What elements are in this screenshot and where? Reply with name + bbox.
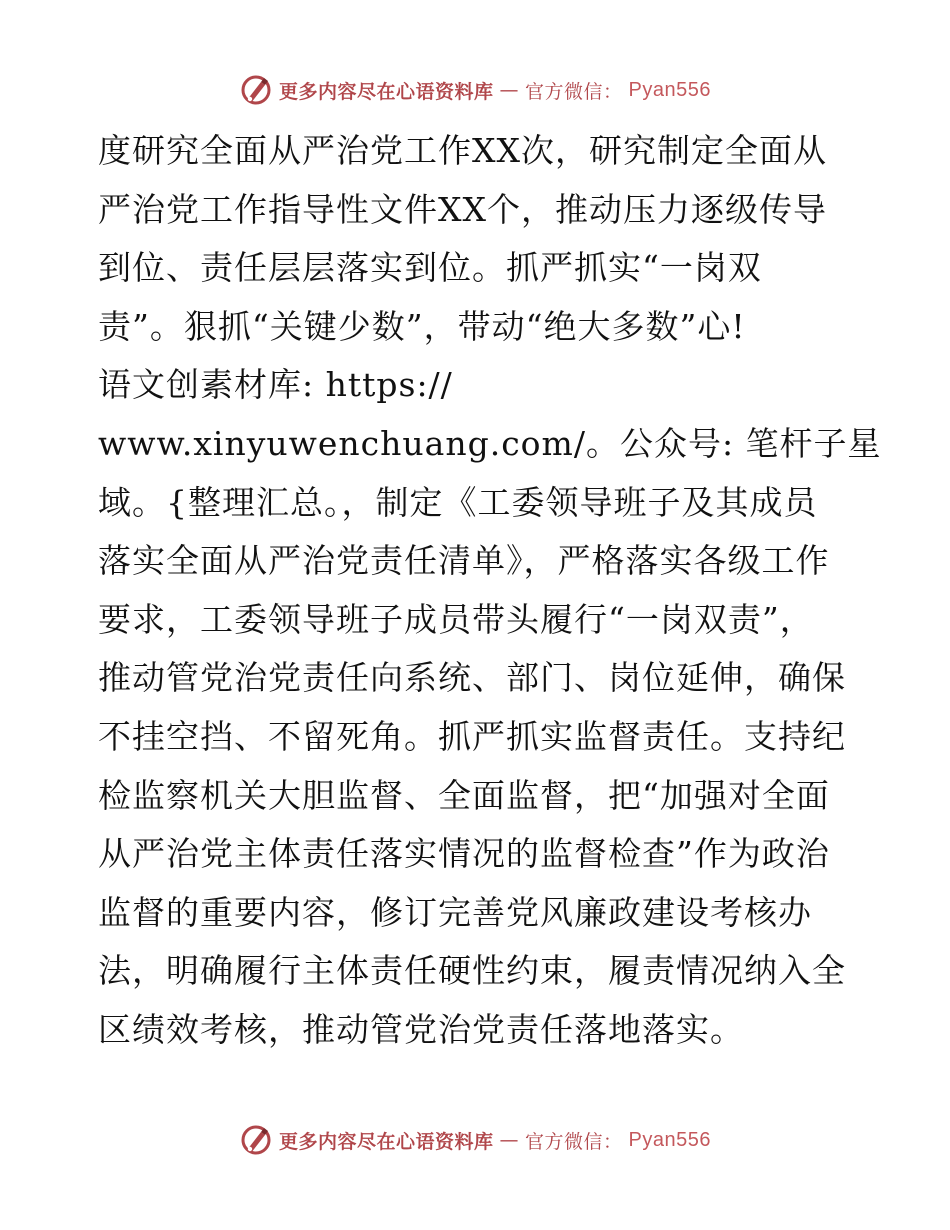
document-body (98, 122, 882, 1060)
pen-logo-icon (239, 73, 273, 107)
banner-dash: — (499, 1129, 520, 1151)
body-line: 语文创素材库: https:// (98, 365, 453, 405)
body-line: 检监察机关大胆监督、全面监督，把“加强对全面 (98, 775, 830, 815)
body-line: 度研究全面从严治党工作XX次，研究制定全面从 (98, 131, 827, 170)
body-line: 不挂空挡、不留死角。抓严抓实监督责任。支持纪 (98, 716, 846, 756)
body-line: www.xinyuwenchuang.com/。公众号: 笔杆子星 (98, 423, 882, 463)
body-line: 从严治党主体责任落实情况的监督检查”作为政治 (98, 834, 830, 874)
body-line: 严治党工作指导性文件XX个，推动压力逐级传导 (98, 189, 827, 229)
body-line: 责”。狠抓“关键少数”，带动“绝大多数”心! (98, 306, 746, 346)
header-banner (0, 72, 950, 108)
body-line: 域。{整理汇总。，制定《工委领导班子及其成员 (98, 482, 818, 522)
banner-wechat-id: Pyan556 (628, 78, 711, 101)
body-line: 到位、责任层层落实到位。抓严抓实“一岗双 (98, 248, 762, 288)
body-line: 推动管党治党责任向系统、部门、岗位延伸，确保 (98, 658, 846, 698)
body-line: 落实全面从严治党责任清单》，严格落实各级工作 (98, 541, 830, 581)
banner-contact-label: 官方微信： (525, 80, 623, 103)
banner-contact-label: 官方微信： (525, 1130, 623, 1153)
body-line: 法，明确履行主体责任硬性约束，履责情况纳入全 (98, 951, 846, 991)
banner-dash: — (499, 79, 520, 101)
pen-logo-icon (239, 1123, 273, 1157)
banner-brand-text: 更多内容尽在心语资料库 (279, 1130, 494, 1153)
footer-banner (0, 1122, 950, 1158)
body-line: 区绩效考核，推动管党治党责任落地落实。 (98, 1009, 744, 1049)
body-line: 监督的重要内容，修订完善党风廉政建设考核办 (98, 892, 812, 932)
banner-brand-text: 更多内容尽在心语资料库 (279, 80, 494, 103)
banner-wechat-id: Pyan556 (628, 1128, 711, 1151)
body-line: 要求，工委领导班子成员带头履行“一岗双责”， (98, 599, 814, 639)
